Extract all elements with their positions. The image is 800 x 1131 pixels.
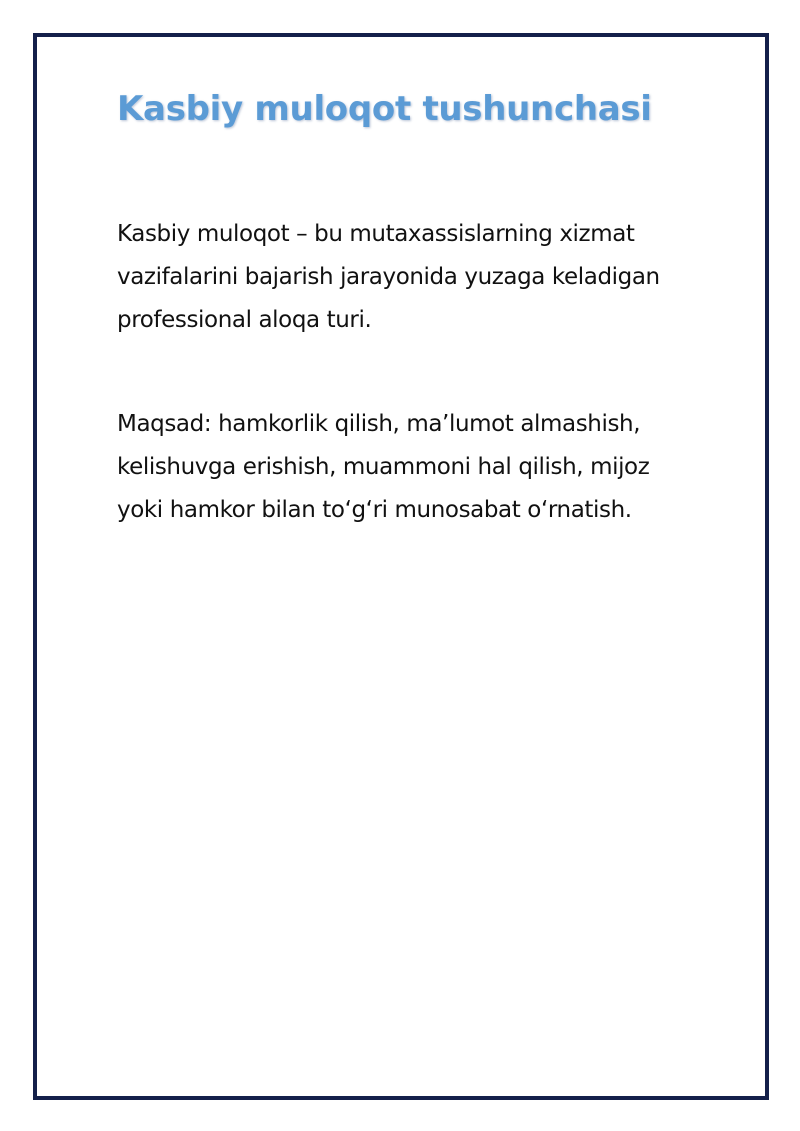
paragraph-line: professional aloqa turi. [117, 307, 372, 333]
page-title: Kasbiy muloqot tushunchasi [117, 89, 652, 129]
definition-paragraph [117, 213, 762, 342]
paragraph-line: vazifalarini bajarish jarayonida yuzaga keladigan [117, 264, 660, 290]
page-border-frame [33, 33, 769, 1100]
purpose-paragraph [117, 403, 762, 532]
paragraph-line: kelishuvga erishish, muammoni hal qilish, mijoz [117, 454, 650, 480]
paragraph-line: Kasbiy muloqot – bu mutaxassislarning xizmat [117, 221, 635, 247]
paragraph-line: yoki hamkor bilan to‘g‘ri munosabat o‘rnatish. [117, 497, 632, 523]
paragraph-line: Maqsad: hamkorlik qilish, ma’lumot almashish, [117, 411, 641, 437]
